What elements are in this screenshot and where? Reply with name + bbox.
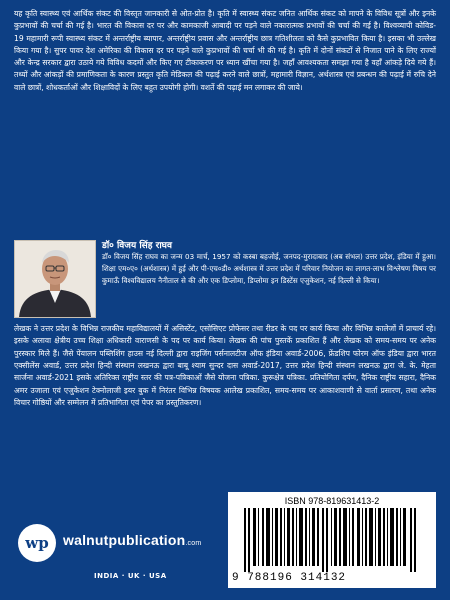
publisher-name	[63, 532, 201, 548]
author-bio: डॉ० विजय सिंह राघव का जन्म 03 मार्च, 1957 को कस्बा बहजोई, जनपद-मुरादाबाद (अब संभल) उत्तर प्रदेश, इंडिया में हुआ। शिक्षा एम०ए० (अर्थशास्त्र) में हुई और पी-एच०डी० अर्थशास्त्र में उत्तर प्रदेश में परिवार नियोजन का लागत-लाभ विश्लेषण विषय पर कुमाऊँ विश्वविद्यालय नैनीताल से की और एक डिप्लोमा, डिप्लोमा इन डिस्टेंस एजुकेशन, नई दिल्ली से किया।	[102, 252, 436, 286]
publisher-regions: INDIA · UK · USA	[94, 572, 167, 580]
publisher-domain-suffix: .com	[185, 540, 202, 547]
isbn-barcode-box	[228, 492, 436, 588]
author-portrait-icon	[15, 241, 95, 317]
barcode-icon	[244, 508, 420, 572]
author-photo	[14, 240, 96, 318]
publisher-name-text: walnutpublication	[63, 532, 186, 548]
author-bio-continued: लेखक ने उत्तर प्रदेश के विभिन्न राजकीय महाविद्यालयों में असिस्टेंट, एसोसिएट प्रोफेसर तथा रीडर के पद पर कार्य किया और विभिन्न कालेजों में प्राचार्य रहे। इसके अलावा क्षेत्रीय उच्च शिक्षा अधिकारी वाराणसी के पद पर कार्य किया। लेखक की पांच पुस्तकें प्रकाशित हैं और लेखक को समय-समय पर अनेक पुरस्कार मिले हैं। जैसे पेंयालन पब्लिशिंग हाउस नई दिल्ली द्वारा राइजिंग पर्सनालटीज ऑफ इंडिया अवार्ड-2006, फ्रेंडशिप फोरम ऑफ इंडिया द्वारा भारत एक्सीलेंस अवार्ड, उत्तर प्रदेश हिन्दी संस्थान लखनऊ द्वारा बाबू श्याम सुन्दर दास अवार्ड-2017, उत्तर प्रदेश हिन्दी संस्थान लखनऊ द्वारा जे. के. मेहता सार्जना अवार्ड-2021 इसके अतिरिक्त राष्ट्रीय स्तर की पत्र-पत्रिकाओं जैसे योजना पत्रिका. कुरूक्षेत्र पत्रिका. प्रतियोगिता दर्पण, दैनिक राष्ट्रीय सहारा, दैनिक अमर उजाला एवं एजुकेशन टेक्नोलाजी इयर बुक में निरंतर विभिन्न विषयक आलेख प्रकाशित, समय-समय पर आकाशवाणी से वार्ता प्रसारण, तथा अनेक विचार गोष्ठियों और सम्मेलन में प्रतिभागिता एवं पेपर का प्रस्तुतिकरण।	[14, 324, 436, 408]
isbn-label: ISBN 978-819631413-2	[284, 496, 380, 506]
author-name: डॉ० विजय सिंह राघव	[102, 241, 172, 251]
publisher-block	[18, 524, 238, 594]
barcode-digits: 9 788196 314132	[232, 572, 347, 584]
back-cover-blurb: यह कृति स्वास्थ्य एवं आर्थिक संकट की विस्तृत जानकारी से ओत-प्रोत है। कृति में स्वास्थ्य संकट जनित आर्थिक संकट को मापने के विविध सूत्रों और इनके कुप्रभावों की चर्चा की गई है। भारत की विकास दर पर और कामकाजी आबादी पर पड़ने वाले नकारात्मक प्रभावों की चर्चा की गई है। विश्वव्यापी कोविड- 19 महामारी रूपी स्वास्थ्य संकट में अन्तर्राष्ट्रीय ब्यापार, अन्तर्राष्ट्रीय प्रवास और अन्तर्राष्ट्रीय छात्र गतिशीलता को कैसे कुप्रभावित किया है। इसका भी उल्लेख किया गया है। सुपर पावर देश अमेरिका की विकास दर पर पड़ने वाले कुप्रभावों की चर्चा भी की गई है। कृति में दोनों संकटों से निजात पाने के लिए राज्यों और केन्द्र सरकार द्वारा उठाये गये विविध कदमों और किए गए टीकाकरण पर ध्यान खींचा गया है। जहाँ आवश्यकता समझा गया है वहाँ आंकड़े दिये गये हैं। तथ्यों और आंकड़ों की प्रमाणिकता के कारण प्रस्तुत कृति मेडिकल की पढ़ाई करने वाले छात्रों, महामारी विज्ञान, अर्थशास्त्र एवं प्रबन्धन की पढ़ाई में रुचि देने वाले छात्रों, शोधकर्ताओं और शिक्षाविदों के लिए बहुत उपयोगी होगी। वशर्ते की पढ़ाई मन लगाकर की जाये।	[14, 9, 436, 92]
author-section	[14, 236, 436, 316]
walnut-logo-icon: wp	[18, 524, 56, 562]
